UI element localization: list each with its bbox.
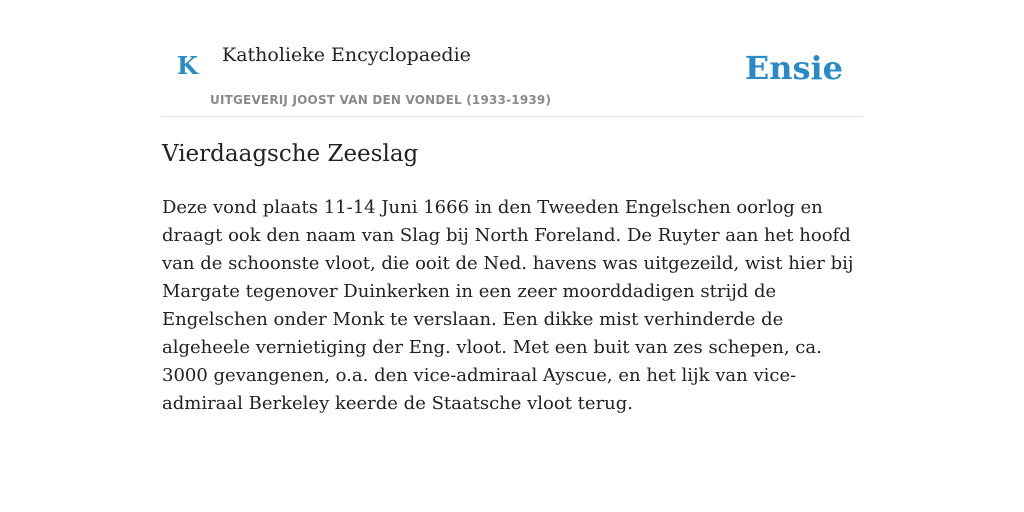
brand-logo-link[interactable]: Ensie [744, 49, 843, 87]
site-header [162, 0, 862, 117]
site-logo[interactable]: K [177, 51, 198, 80]
article [162, 138, 872, 418]
article-body: Deze vond plaats 11-14 Juni 1666 in den Tweeden Engelschen oorlog en draagt ook den naam van Slag bij North Foreland. De Ruyter aan het hoofd van de schoonste vloot, die ooit de Ned. havens was uitgezeild, wist hier bij Margate tegenover Duinkerken in een zeer moorddadigen strijd de Engelschen onder Monk te verslaan. Een dikke mist verhinderde de algeheele vernietiging der Eng. vloot. Met een buit van zes schepen, ca. 3000 gevangenen, o.a. den vice-admiraal Ayscue, en het lijk van vice-admiraal Berkeley keerde de Staatsche vloot terug. [162, 197, 854, 414]
site-title-link[interactable]: Katholieke Encyclopaedie [222, 44, 471, 66]
article-title: Vierdaagsche Zeeslag [162, 141, 419, 167]
publisher-subtitle: UITGEVERIJ JOOST VAN DEN VONDEL (1933-1939) [210, 93, 552, 107]
